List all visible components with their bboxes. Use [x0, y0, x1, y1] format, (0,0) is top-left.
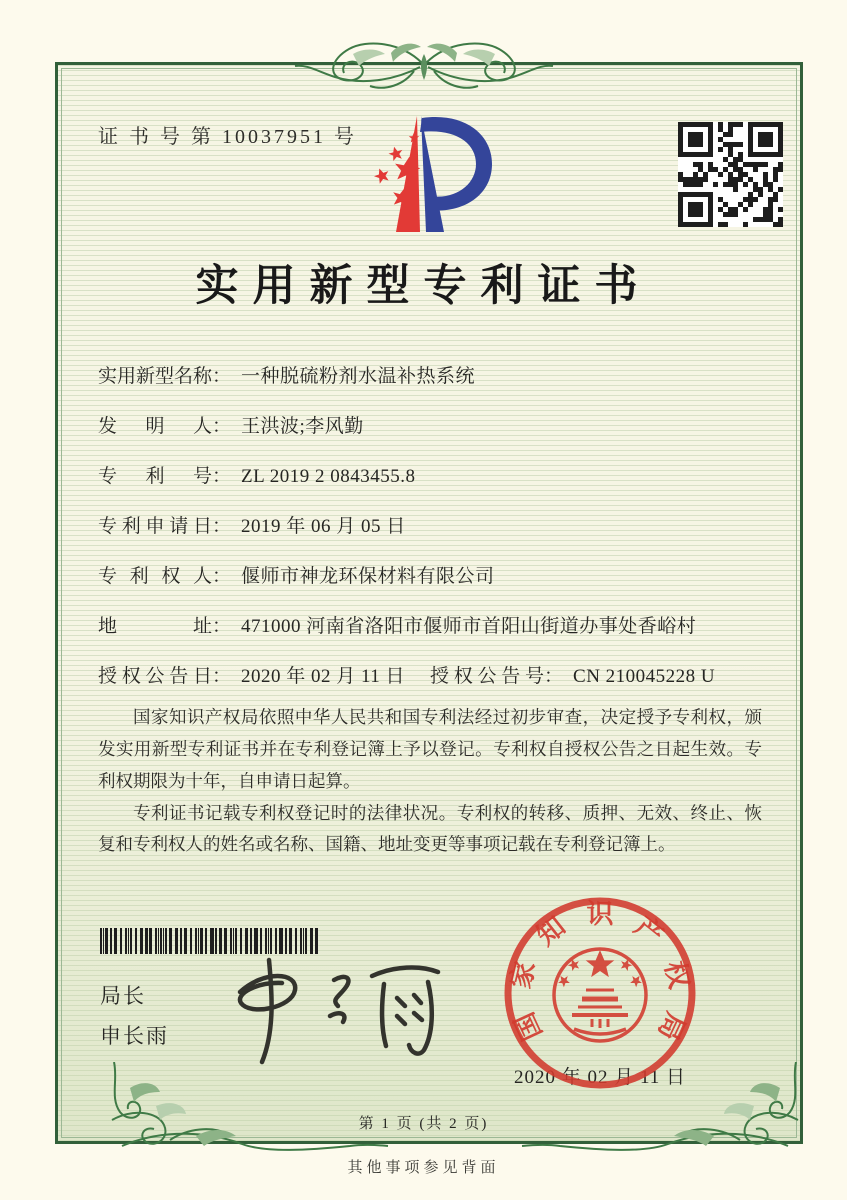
- field-colon: ：: [212, 566, 232, 587]
- legal-text: [98, 702, 762, 861]
- field-colon: ：: [212, 366, 232, 387]
- field-label: 专利申请日: [98, 516, 212, 537]
- certificate-title: 实用新型专利证书: [195, 263, 652, 310]
- field-value: 偃师市神龙环保材料有限公司: [241, 566, 495, 587]
- field-value: 王洪波;李风勤: [241, 416, 364, 437]
- field-value: ZL 2019 2 0843455.8: [241, 466, 416, 487]
- grant-number-label: 授权公告号: [430, 666, 544, 687]
- field-colon: ：: [212, 466, 232, 487]
- field-row-patentee: [98, 560, 766, 610]
- svg-text:局: 局: [652, 1007, 691, 1045]
- field-label: 实用新型名称: [98, 366, 213, 387]
- field-value: 一种脱硫粉剂水温补热系统: [241, 366, 476, 387]
- field-row-inventor: [98, 410, 766, 460]
- field-row-address: [98, 610, 766, 660]
- field-colon: ：: [212, 516, 232, 537]
- page-number: 第 1 页 (共 2 页): [358, 1116, 489, 1132]
- field-label: 发明人: [98, 416, 212, 437]
- legal-paragraph-1: 国家知识产权局依照中华人民共和国专利法经过初步审查，决定授予专利权，颁发实用新型专利证书并在专利登记簿上予以登记。专利权自授权公告之日起生效。专利权期限为十年，自申请日起算。: [98, 707, 762, 791]
- certificate-number: 证 书 号 第 10037951 号: [98, 126, 357, 148]
- field-row-patent-no: [98, 460, 766, 510]
- field-label: 地址: [98, 616, 212, 637]
- svg-text:知: 知: [531, 910, 571, 952]
- svg-text:识: 识: [586, 899, 614, 929]
- svg-text:权: 权: [659, 958, 695, 992]
- field-row-name: [98, 360, 766, 410]
- field-label: 专利权人: [98, 566, 212, 587]
- field-colon: ：: [212, 616, 232, 637]
- field-value: 2019 年 06 月 05 日: [241, 516, 406, 537]
- commissioner-name: 申长雨: [100, 1024, 169, 1048]
- svg-text:家: 家: [505, 958, 541, 992]
- cnipa-logo-icon: [352, 110, 498, 238]
- grant-date-label: 授权公告日: [98, 666, 212, 687]
- commissioner-title: 局长: [100, 984, 146, 1008]
- field-row-filing-date: [98, 510, 766, 560]
- field-colon: ：: [544, 666, 564, 687]
- field-colon: ：: [212, 666, 232, 687]
- grant-date-value: 2020 年 02 月 11 日: [241, 666, 406, 687]
- qr-code: [678, 122, 783, 227]
- field-label: 专利号: [98, 466, 212, 487]
- svg-text:产: 产: [629, 910, 669, 952]
- seal-date: 2020 年 02 月 11 日: [513, 1067, 687, 1088]
- grant-number-value: CN 210045228 U: [573, 666, 716, 687]
- certificate-fields: [98, 360, 766, 710]
- legal-paragraph-2: 专利证书记载专利权登记时的法律状况。专利权的转移、质押、无效、终止、恢复和专利权人的姓名或名称、国籍、地址变更等事项记载在专利登记簿上。: [98, 802, 762, 855]
- field-value: 471000 河南省洛阳市偃师市首阳山街道办事处香峪村: [241, 616, 697, 637]
- barcode: [100, 928, 318, 954]
- handwritten-signature: [212, 952, 452, 1070]
- grant-number-group: [430, 660, 715, 694]
- svg-text:国: 国: [509, 1007, 548, 1045]
- back-side-note: 其他事项参见背面: [347, 1160, 500, 1176]
- field-colon: ：: [212, 416, 232, 437]
